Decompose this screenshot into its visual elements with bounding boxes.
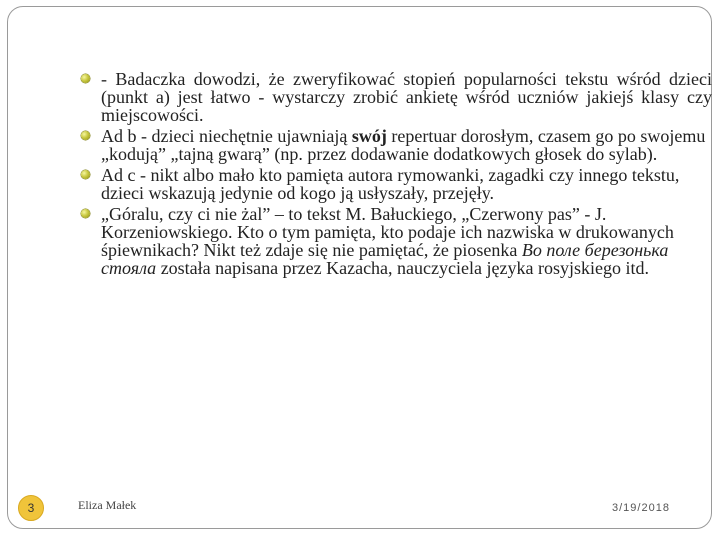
round-bullet-icon: [81, 74, 90, 83]
text-run: Ad b - dzieci niechętnie ujawniają: [101, 126, 352, 146]
bullet-item: [78, 166, 712, 202]
bold-text-run: swój: [351, 126, 387, 146]
bullet-text: [101, 127, 712, 163]
bullet-item: [78, 127, 712, 163]
text-run: repertuar dorosłym, czasem go po swojemu „kodują” „tajną gwarą” (np. przez dodawanie dodatkowych głosek do sylab).: [101, 126, 706, 164]
italic-text-run: Во поле березонька стояла: [101, 240, 669, 278]
bullet-item: [78, 205, 712, 277]
text-run: „Góralu, czy ci nie żal” – to tekst M. Bałuckiego, „Czerwony pas” - J. Korzeniowskiego. Kto o tym pamięta, kto podaje ich nazwiska w drukowanych śpiewnikach? Nikt też zdaje się nie pamiętać, że piosenka: [101, 204, 674, 260]
text-run: Ad c - nikt albo mało kto pamięta autora rymowanki, zagadki czy innego tekstu, dzieci wskazują jedynie od kogo ją usłyszały, przejęły.: [101, 165, 680, 203]
footer-date: 3/19/2018: [612, 502, 670, 514]
bullet-text: [101, 70, 712, 124]
text-run: - Badaczka dowodzi, że zweryfikować stopień popularności tekstu wśród dzieci (punkt a) jest łatwo - wystarczy zrobić ankietę wśród uczniów jakiejś klasy czy miejscowości.: [101, 69, 712, 125]
round-bullet-icon: [81, 131, 90, 140]
text-run: została napisana przez Kazacha, nauczyciela języka rosyjskiego itd.: [156, 258, 649, 278]
bullet-text: [101, 205, 712, 277]
slide-number-badge: 3: [18, 495, 44, 521]
round-bullet-icon: [81, 170, 90, 179]
bullet-item: [78, 70, 712, 124]
round-bullet-icon: [81, 209, 90, 218]
bullet-text: [101, 166, 712, 202]
bullet-list: [78, 70, 712, 280]
footer-author: Eliza Małek: [78, 498, 137, 512]
